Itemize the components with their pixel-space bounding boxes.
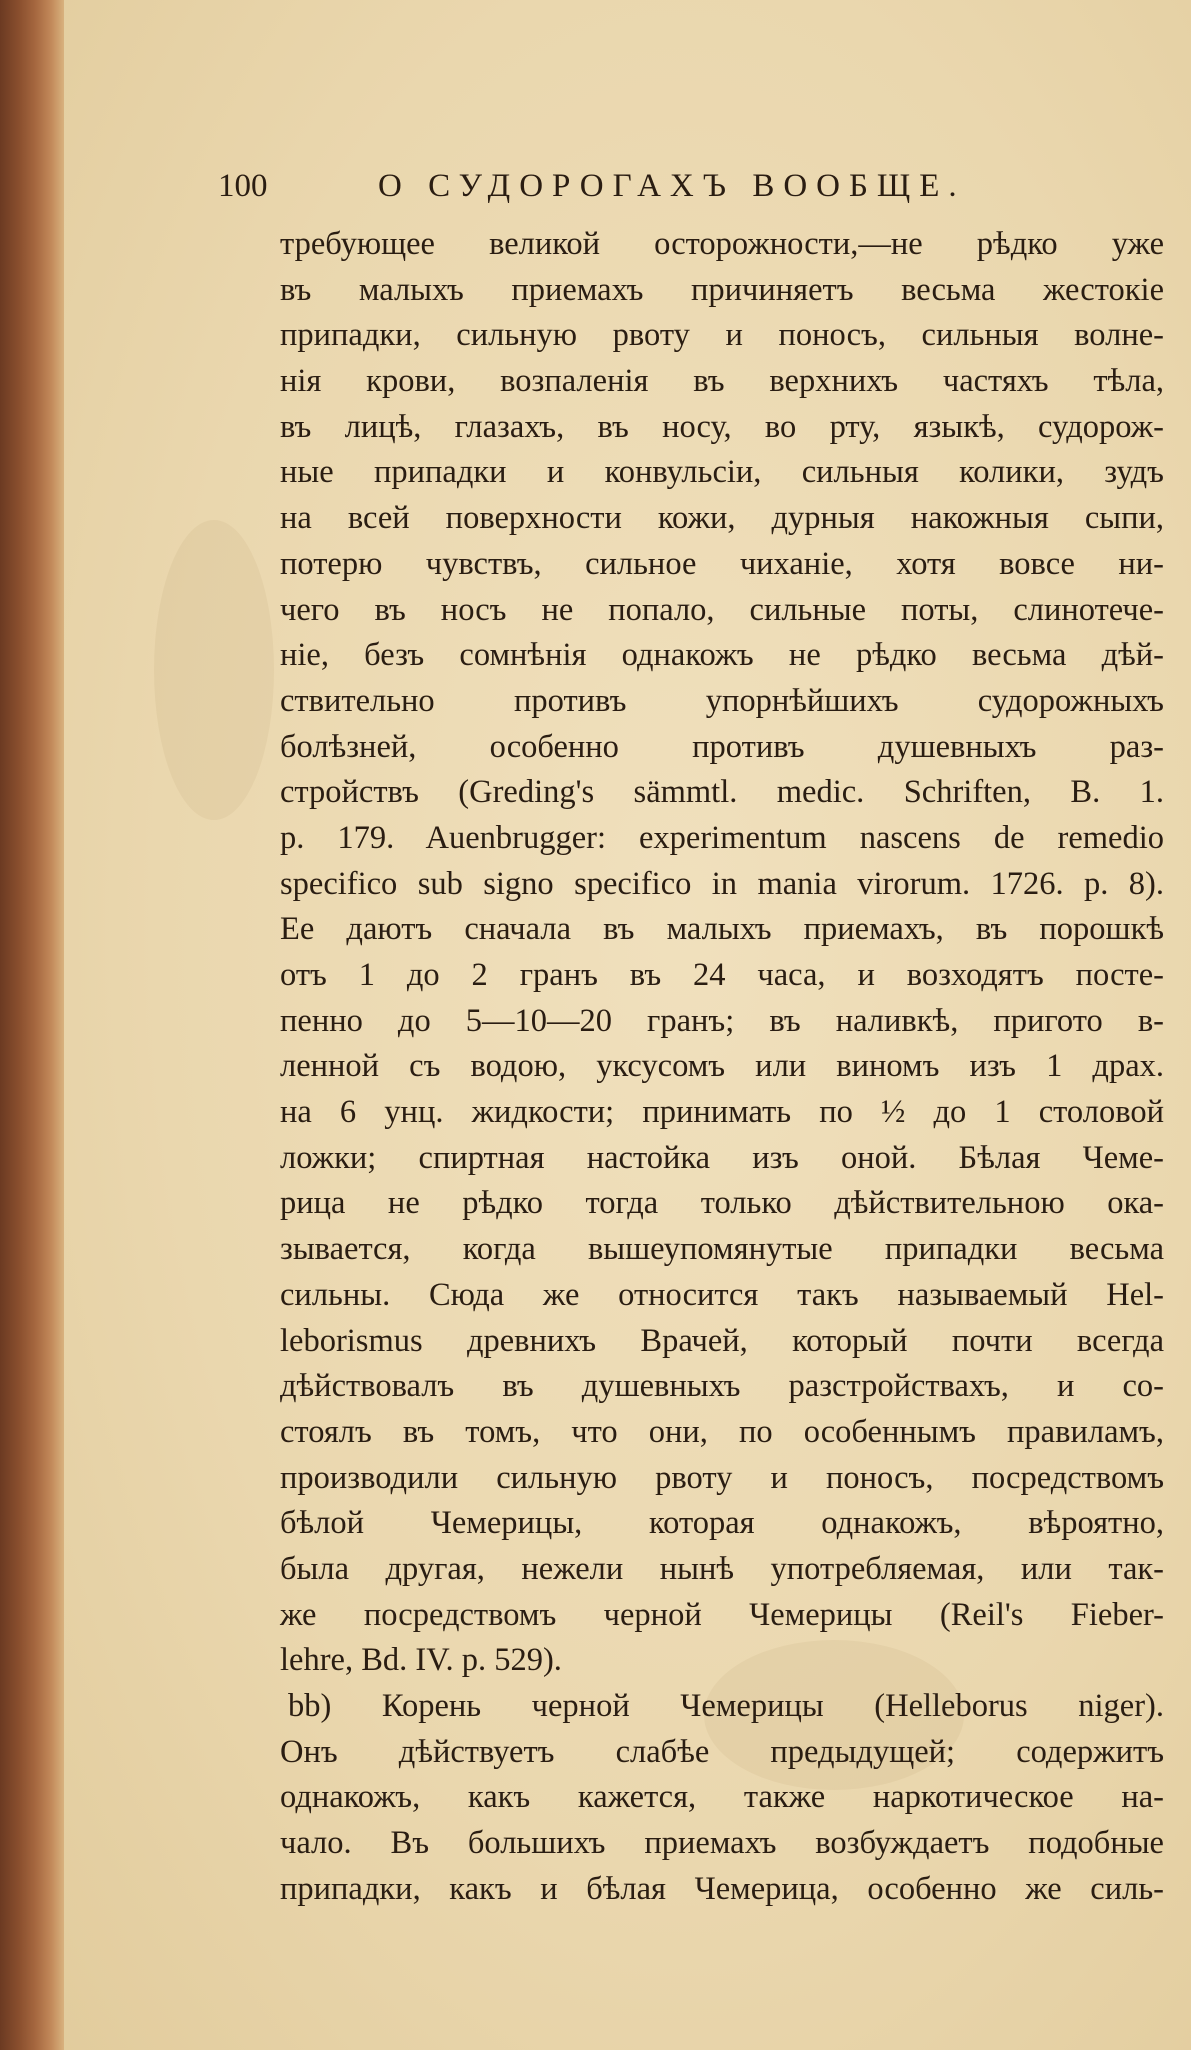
text-line: Ее даютъ сначала въ малыхъ приемахъ, въ порошкѣ [280, 911, 1164, 948]
text-line: потерю чувствъ, сильное чиханіе, хотя вовсе ни- [280, 545, 1164, 582]
text-line: же посредствомъ черной Чемерицы (Reil's Fieber- [280, 1596, 1164, 1633]
text-line: дѣйствовалъ въ душевныхъ разстройствахъ, и со- [280, 1368, 1164, 1405]
text-line: зывается, когда вышеупомянутые припадки весьма [280, 1231, 1164, 1268]
text-line: стоялъ въ томъ, что они, по особеннымъ правиламъ, [280, 1413, 1164, 1450]
text-line: на 6 унц. жидкости; принимать по ½ до 1 столовой [280, 1094, 1164, 1131]
text-line: рица не рѣдко тогда только дѣйствительною ока- [280, 1185, 1164, 1222]
text-line: ніе, безъ сомнѣнія однакожъ не рѣдко весьма дѣй- [280, 637, 1164, 674]
text-line: въ лицѣ, глазахъ, въ носу, во рту, языкѣ, судорож- [280, 408, 1164, 445]
running-title: О СУДОРОГАХЪ ВООБЩЕ. [378, 168, 966, 204]
text-line: въ малыхъ приемахъ причиняетъ весьма жестокіе [280, 271, 1164, 308]
text-line: ствительно противъ упорнѣйшихъ судорожныхъ [280, 682, 1164, 719]
text-line: припадки, какъ и бѣлая Чемерица, особенно же силь- [280, 1870, 1164, 1907]
text-line: стройствъ (Greding's sämmtl. medic. Schriften, B. 1. [280, 774, 1164, 811]
text-line: припадки, сильную рвоту и поносъ, сильныя волне- [280, 317, 1164, 354]
text-line: нія крови, возпаленія въ верхнихъ частяхъ тѣла, [280, 363, 1164, 400]
text-line: leborismus древнихъ Врачей, который почти всегда [280, 1322, 1164, 1359]
text-line: чало. Въ большихъ приемахъ возбуждаетъ подобные [280, 1825, 1164, 1862]
text-line: однакожъ, какъ кажется, также наркотическое на- [280, 1779, 1164, 1816]
text-line: lehre, Bd. IV. p. 529). [280, 1642, 562, 1679]
text-line: бѣлой Чемерицы, которая однакожъ, вѣроятно, [280, 1505, 1164, 1542]
text-line: отъ 1 до 2 гранъ въ 24 часа, и возходятъ посте- [280, 957, 1164, 993]
text-line: ленной съ водою, уксусомъ или виномъ изъ 1 драх. [280, 1048, 1164, 1085]
text-line: на всей поверхности кожи, дурныя накожныя сыпи, [280, 500, 1164, 537]
text-line: требующее великой осторожности,—не рѣдко уже [280, 226, 1164, 262]
page-header [218, 164, 1168, 208]
text-line: болѣзней, особенно противъ душевныхъ раз- [280, 728, 1164, 765]
text-line: ложки; спиртная настойка изъ оной. Бѣлая Чеме- [280, 1139, 1164, 1176]
paper-stain [154, 520, 274, 820]
subsection-heading: bb) Корень черной Чемерицы (Helleborus niger). [288, 1688, 1164, 1724]
text-line: сильны. Сюда же относится такъ называемый Hel- [280, 1276, 1164, 1313]
text-line: была другая, нежели нынѣ употребляемая, или так- [280, 1550, 1164, 1587]
text-line: Онъ дѣйствуетъ слабѣе предыдущей; содержитъ [280, 1733, 1164, 1770]
page-number: 100 [218, 168, 268, 204]
text-line: ные припадки и конвульсіи, сильныя колики, зудъ [280, 454, 1164, 491]
text-line: производили сильную рвоту и поносъ, посредствомъ [280, 1459, 1164, 1496]
text-line: пенно до 5—10—20 гранъ; въ наливкѣ, пригото в- [280, 1002, 1164, 1039]
text-line: p. 179. Auenbrugger: experimentum nascens de remedio [280, 819, 1164, 856]
body-text [280, 222, 1164, 1912]
text-line: specifico sub signo specifico in mania virorum. 1726. p. 8). [280, 865, 1164, 902]
text-line: чего въ носъ не попало, сильные поты, слинотече- [280, 591, 1164, 628]
book-spine-edge [0, 0, 64, 2050]
